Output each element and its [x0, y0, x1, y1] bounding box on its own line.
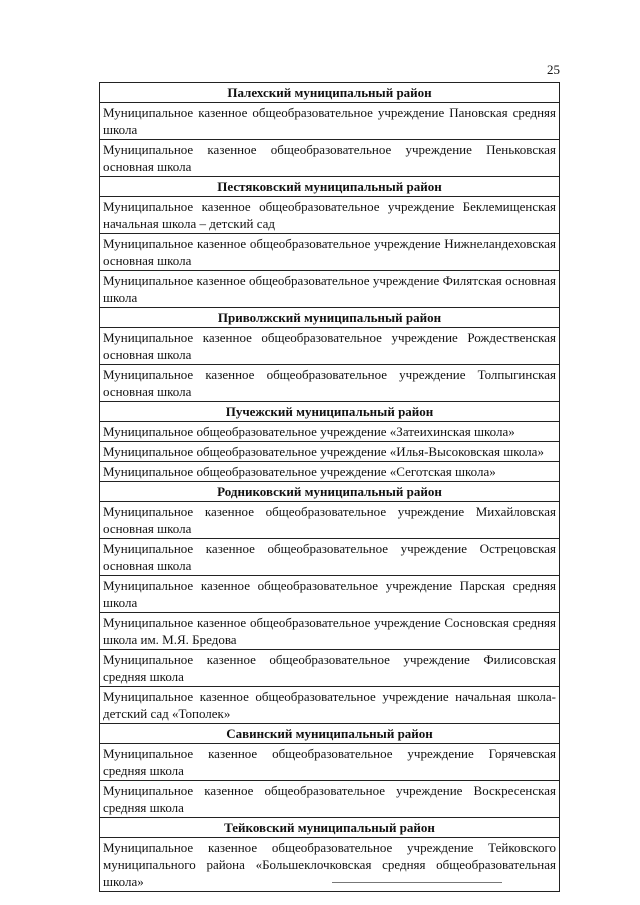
- school-row: [100, 613, 560, 650]
- school-row: [100, 781, 560, 818]
- district-header-row: [100, 818, 560, 838]
- school-name: Муниципальное казенное общеобразовательное учреждение Тейковского муниципального района «Большеклочковская средняя общеобразовательная школа»: [100, 838, 560, 892]
- schools-table: [99, 82, 560, 892]
- school-name: Муниципальное казенное общеобразовательное учреждение Толпыгинская основная школа: [100, 365, 560, 402]
- school-name: Муниципальное общеобразовательное учреждение «Сеготская школа»: [100, 462, 560, 482]
- school-row: [100, 539, 560, 576]
- school-row: [100, 576, 560, 613]
- district-header-row: [100, 308, 560, 328]
- footer-divider: [332, 882, 502, 883]
- school-row: [100, 462, 560, 482]
- school-name: Муниципальное общеобразовательное учреждение «Илья-Высоковская школа»: [100, 442, 560, 462]
- school-row: [100, 422, 560, 442]
- district-name: Родниковский муниципальный район: [100, 482, 560, 502]
- school-name: Муниципальное казенное общеобразовательное учреждение Пеньковская основная школа: [100, 140, 560, 177]
- district-name: Приволжский муниципальный район: [100, 308, 560, 328]
- school-name: Муниципальное казенное общеобразовательное учреждение Сосновская средняя школа им. М.Я. Бредова: [100, 613, 560, 650]
- district-name: Тейковский муниципальный район: [100, 818, 560, 838]
- school-row: [100, 442, 560, 462]
- school-name: Муниципальное казенное общеобразовательное учреждение начальная школа-детский сад «Тополек»: [100, 687, 560, 724]
- district-header-row: [100, 83, 560, 103]
- school-name: Муниципальное казенное общеобразовательное учреждение Беклемищенская начальная школа – детский сад: [100, 197, 560, 234]
- school-name: Муниципальное казенное общеобразовательное учреждение Острецовская основная школа: [100, 539, 560, 576]
- district-header-row: [100, 402, 560, 422]
- school-row: [100, 271, 560, 308]
- school-name: Муниципальное казенное общеобразовательное учреждение Воскресенская средняя школа: [100, 781, 560, 818]
- school-name: Муниципальное казенное общеобразовательное учреждение Филисовская средняя школа: [100, 650, 560, 687]
- school-row: [100, 140, 560, 177]
- district-header-row: [100, 724, 560, 744]
- school-name: Муниципальное казенное общеобразовательное учреждение Горячевская средняя школа: [100, 744, 560, 781]
- school-name: Муниципальное казенное общеобразовательное учреждение Михайловская основная школа: [100, 502, 560, 539]
- district-header-row: [100, 177, 560, 197]
- school-row: [100, 838, 560, 892]
- school-name: Муниципальное казенное общеобразовательное учреждение Рождественская основная школа: [100, 328, 560, 365]
- school-row: [100, 103, 560, 140]
- page-number: 25: [547, 62, 560, 77]
- district-name: Пестяковский муниципальный район: [100, 177, 560, 197]
- district-name: Палехский муниципальный район: [100, 83, 560, 103]
- school-name: Муниципальное казенное общеобразовательное учреждение Пановская средняя школа: [100, 103, 560, 140]
- school-name: Муниципальное казенное общеобразовательное учреждение Филятская основная школа: [100, 271, 560, 308]
- school-row: [100, 365, 560, 402]
- school-row: [100, 502, 560, 539]
- school-row: [100, 650, 560, 687]
- district-name: Пучежский муниципальный район: [100, 402, 560, 422]
- school-row: [100, 687, 560, 724]
- school-name: Муниципальное казенное общеобразовательное учреждение Нижнеландеховская основная школа: [100, 234, 560, 271]
- district-header-row: [100, 482, 560, 502]
- district-name: Савинский муниципальный район: [100, 724, 560, 744]
- school-name: Муниципальное казенное общеобразовательное учреждение Парская средняя школа: [100, 576, 560, 613]
- school-name: Муниципальное общеобразовательное учреждение «Затеихинская школа»: [100, 422, 560, 442]
- school-row: [100, 328, 560, 365]
- school-row: [100, 197, 560, 234]
- school-row: [100, 234, 560, 271]
- school-row: [100, 744, 560, 781]
